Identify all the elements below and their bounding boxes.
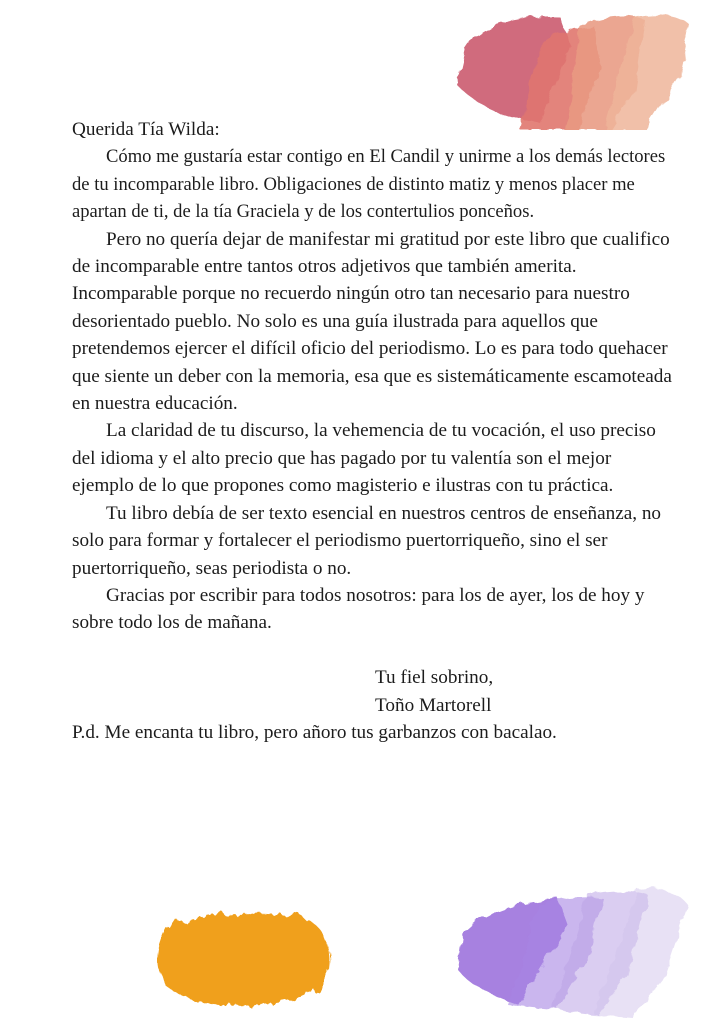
paragraph-3: La claridad de tu discurso, la vehemencia de tu vocación, el uso preciso del idioma y el alto precio que has pagado por tu valentía son el mejor ejemplo de lo que propones como magisterio e ilustras con tu práctica.: [72, 420, 656, 497]
paragraph-4: Tu libro debía de ser texto esencial en nuestros centros de enseñanza, no solo para formar y fortalecer el periodismo puertorriqueño, sino el ser puertorriqueño, seas periodista o no.: [72, 502, 662, 579]
postscript: P.d. Me encanta tu libro, pero añoro tus garbanzos con bacalao.: [72, 721, 557, 743]
paint-swatch-orange: [145, 905, 345, 1015]
closing: Tu fiel sobrino,: [375, 667, 494, 689]
spacer: [72, 637, 672, 664]
letter-body: [72, 116, 672, 746]
paragraph-1: Cómo me gustaría estar contigo en El Candil y unirme a los demás lectores de tu incomparable libro. Obligaciones de distinto matiz y menos placer me apartan de ti, de la tía Graciela y de los contertulios ponceños.: [72, 146, 666, 223]
watercolor-swatch-pink: [445, 5, 705, 130]
paragraph-5: Gracias por escribir para todos nosotros: para los de ayer, los de hoy y sobre todo los de mañana.: [72, 584, 645, 634]
salutation: Querida Tía Wilda:: [72, 119, 220, 140]
paragraph-2: Pero no quería dejar de manifestar mi gratitud por este libro que cualifico de incomparable entre tantos otros adjetivos que también amerita. Incomparable porque no recuerdo ningún otro tan necesario para nuestro desorientado pueblo. No solo es una guía ilustrada para aquellos que pretendemos ejercer el difícil oficio del periodismo. Lo es para todo quehacer que siente un deber con la memoria, esa que es sistemáticamente escamoteada en nuestra educación.: [72, 228, 672, 415]
signature: Toño Martorell: [375, 694, 492, 716]
watercolor-swatch-purple: [448, 880, 698, 1020]
